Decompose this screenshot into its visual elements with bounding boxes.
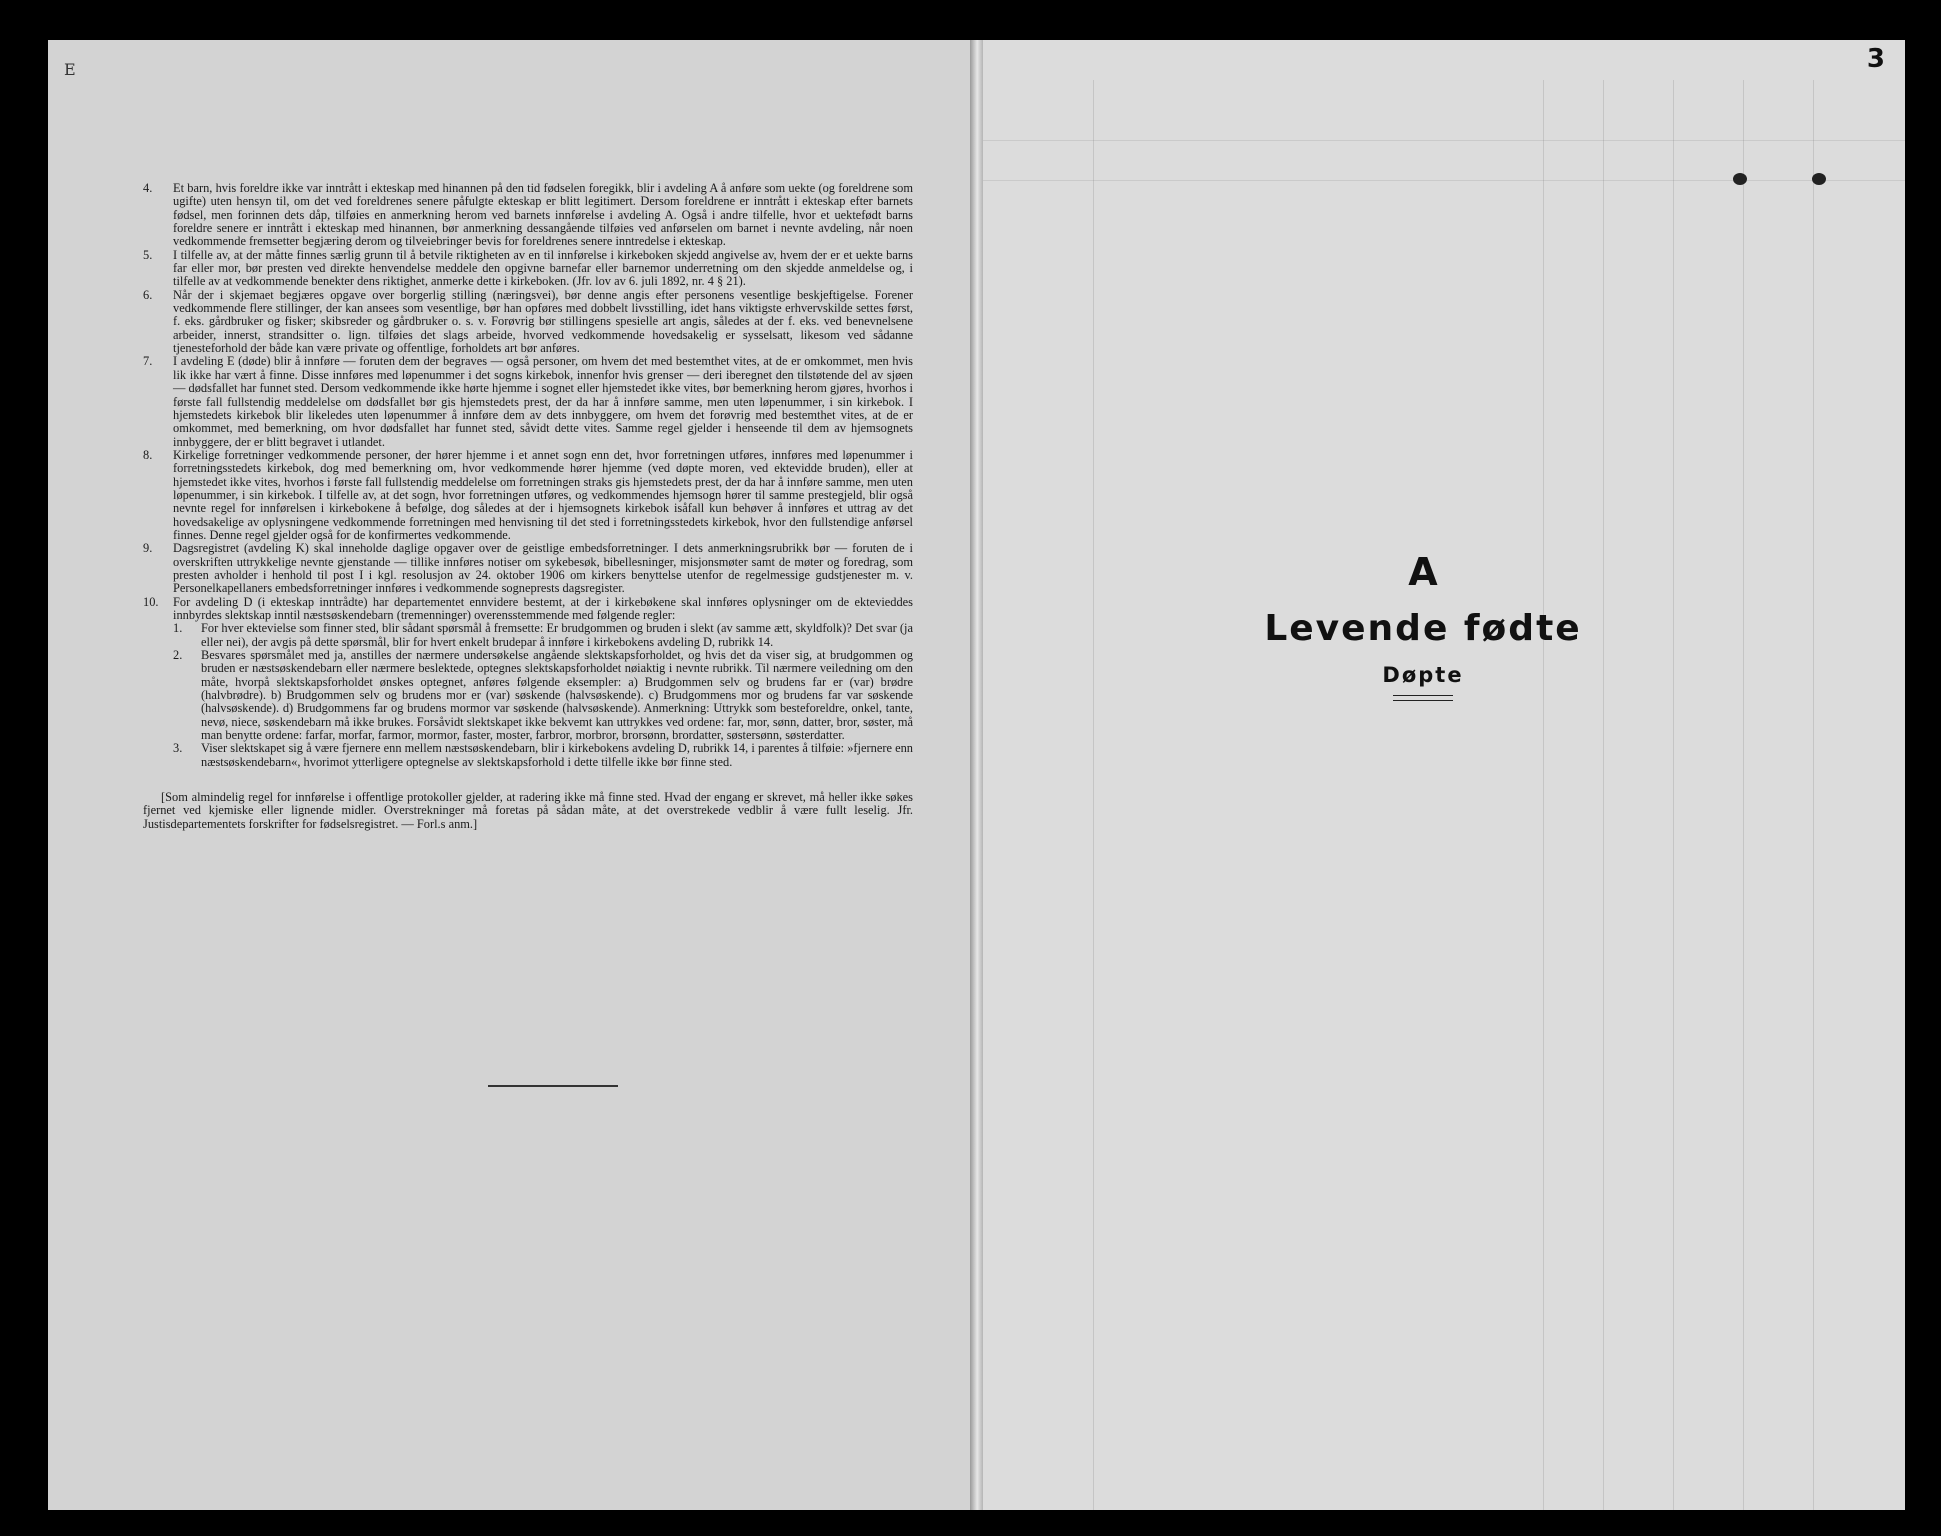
ruling-line xyxy=(1093,80,1094,1510)
ruling-line xyxy=(1603,80,1604,1510)
item-text: I avdeling E (døde) blir å innføre — foruten dem der begraves — også personer, om hvem det med bestemthet vites, at de er omkommet, men hvis lik ikke har vært å finne. Disse innføres med løpenummer i det sogns kirkebok, innenfor hvis grenser — deri iberegnet den tilstøtende del av sjøen — dødsfallet har funnet sted. Dersom vedkommende ikke hørte hjemme i sognet eller hjemstedet ikke vites, bør bemerkning herom gjøres, hvorhos i første fall fullstendig meddelelse om dødsfallet bør gis hjemstedets prest, der da har å innføre samme, men uten løpenummer, i sin kirkebok. I hjemstedets kirkebok blir likeledes uten løpenummer å innføre dem av dets innbyggere, om hvem det forøvrig med bestemthet vites, at de er omkommet, med bemerkning, om hvor dødsfallet har funnet sted, såvidt dette vites. Samme regel gjelder i henseende til dem av hjemsognets innbyggere, der er blitt begravet i utlandet. xyxy=(173,354,913,449)
item-number: 6. xyxy=(143,287,153,302)
section-subtitle: Døpte xyxy=(1382,663,1464,687)
page-number: 3 xyxy=(1866,44,1885,74)
subitem-number: 3. xyxy=(173,741,183,756)
instruction-item xyxy=(143,355,913,448)
item-text: Kirkelige forretninger vedkommende personer, der hører hjemme i et annet sogn enn det, hvor forretningen utføres, innføres med løpenummer i forretningsstedets kirkebok, dog med bemerkning om, hvor vedkommende hører hjemme (ved døpte moren, ved ektevidde bruden), eller at hjemstedet ikke vites, hvorhos i første fall fullstendig meddelelse om forretningen straks gis hjemstedets prest, der da har å innføre samme, men uten løpenummer, i sin kirkebok. I tilfelle av, at det sogn, hvor forretningen utføres, og vedkommendes hjemsogn hører til samme prestegjeld, blir også nevnte regel for innførelsen i kirkebokene å befølge, dog således at der i hjemsognets kirkebok isåfall kun behøver å innføres et uttrag av det hovedsakelige av oplysningene vedkommende forretningen med henvisning til det sted i forretningsstedets kirkebok, hvor den fullstendige anførsel finnes. Denne regel gjelder også for de konfirmertes vedkommende. xyxy=(173,447,913,542)
item-text: Når der i skjemaet begjæres opgave over borgerlig stilling (næringsvei), bør denne angis efter personens vesentlige beskjeftigelse. Forener vedkommende flere stillinger, der kan ansees som vesentlige, bør han opføres med dobbelt livsstilling, idet hans viktigste erhvervskilde settes først, f. eks. gårdbruker og fisker; skibsreder og gårdbruker o. s. v. Forøvrig bør stillingens spesielle art angis, således at der f. eks. ved benevnelsene arbeider, innerst, strandsitter o. lign. tilføies det slags arbeide, hvorved vedkommende hovedsakelig er sysselsatt, likesom ved sådanne tjenesteforhold der både kan være private og offentlige, forholdets art bør anføres. xyxy=(173,287,913,356)
instruction-item xyxy=(143,249,913,289)
section-title: Levende fødte xyxy=(1264,608,1582,649)
title-rule xyxy=(1393,695,1453,701)
ink-blot xyxy=(1812,173,1826,185)
subitem-number: 2. xyxy=(173,648,183,663)
ink-blot xyxy=(1733,173,1747,185)
item-number: 10. xyxy=(143,594,159,609)
ink-blots xyxy=(1733,170,1886,189)
item-number: 9. xyxy=(143,541,153,556)
section-title-block xyxy=(1223,550,1623,701)
instruction-subitem xyxy=(173,742,913,769)
item-text: Dagsregistret (avdeling K) skal inneholde daglige opgaver over de geistlige embedsforretninger. I dets anmerkningsrubrikk bør — foruten de i overskriften uttrykkelige nevnte gjenstande — tillike innføres notiser om sykebesøk, bibellesninger, misjonsmøter samt de møter og foredrag, som presten avholder i henhold til post I i kgl. resolusjon av 24. oktober 1906 om kirkers benyttelse utenfor de regelmessige gudstjenester m. v. Personelkapellaners embedsforretninger innføres i vedkommende sogneprests dagsregister. xyxy=(173,541,913,596)
item-number: 4. xyxy=(143,181,153,195)
item-text: For avdeling D (i ekteskap inntrådte) har departementet ennvidere bestemt, at der i kirkebøkene skal innføres oplysninger om de ektevieddes innbyrdes slektskap inntil næstsøskendebarn (tremenninger) overensstemmende med følgende regler: xyxy=(173,594,913,622)
item-number: 5. xyxy=(143,247,153,262)
instruction-list xyxy=(143,182,913,769)
instruction-subitem xyxy=(173,622,913,649)
ruling-line xyxy=(1543,80,1544,1510)
section-letter: A xyxy=(1408,550,1438,594)
item-number: 7. xyxy=(143,354,153,369)
footnote: [Som almindelig regel for innførelse i offentlige protokoller gjelder, at radering ikke må finne sted. Hvad der engang er skrevet, må heller ikke søkes fjernet ved kjemiske eller lignende midler. Overstrekninger må foretas på sådan måte, at det overstrekede vedblir å være fullt leselig. Jfr. Justisdepartementets forskrifter for fødselsregistret. — Forl.s anm.] xyxy=(143,790,913,831)
subitem-text: Besvares spørsmålet med ja, anstilles der nærmere undersøkelse angående slektskapsforholdet, og hvis det da viser sig, at brudgommen og bruden er næstsøskendebarn eller nærmere beslektede, optegnes slektskapsforholdet nøiaktig i nevnte rubrikk. Til nærmere veiledning om den måte, hvorpå slektskapsforholdet ønskes optegnet, anføres følgende eksempler: a) Brudgommen selv og brudens far er (var) brødre (halvbrødre). b) Brudgommen selv og brudens mor er (var) søskende (halvsøskende). c) Brudgommens mor og brudens far var søskende (halvsøskende). d) Brudgommens far og brudens mormor var søskende (halvsøskende). Anmerkning: Uttrykk som besteforeldre, onkel, tante, nevø, niece, søskendebarn må ikke brukes. Forsåvidt slektskapet ikke bekvemt kan uttrykkes ved ordene: far, mor, sønn, datter, bror, søster, må man benytte ordene: farfar, morfar, farmor, mormor, faster, moster, farbror, morbror, brorsønn, brordatter, søstersønn, søsterdatter. xyxy=(201,648,913,743)
ruling-line xyxy=(983,140,1905,141)
right-page xyxy=(983,40,1905,1510)
ruling-line xyxy=(1673,80,1674,1510)
ruling-line xyxy=(1813,80,1814,1510)
corner-mark: E xyxy=(64,60,76,79)
subitem-number: 1. xyxy=(173,621,183,636)
item-text: I tilfelle av, at der måtte finnes særlig grunn til å betvile riktigheten av en til innførelse i kirkeboken skjedd angivelse av, hvem der er et uekte barns far eller mor, bør presten ved direkte henvendelse meddele den opgivne barnefar eller barnemor underretning om den skjedde anmeldelse og, i tilfelle av at vedkommende benekter dens riktighet, anmerke dette i kirkeboken. (Jfr. lov av 6. juli 1892, nr. 4 § 21). xyxy=(173,247,913,289)
instruction-item xyxy=(143,182,913,249)
ruling-line xyxy=(1743,80,1744,1510)
instruction-item xyxy=(143,596,913,623)
instruction-item xyxy=(143,289,913,356)
subitem-text: For hver ektevielse som finner sted, blir sådant spørsmål å fremsette: Er brudgommen og bruden i slekt (av samme ætt, skyldfolk)? Det svar (ja eller nei), der avgis på dette spørsmål, blir for hvert enkelt brudepar å innføre i kirkebokens avdeling D, rubrikk 14. xyxy=(201,621,913,649)
instruction-item xyxy=(143,449,913,542)
item-number: 8. xyxy=(143,447,153,462)
instructions-text xyxy=(143,182,913,831)
subitem-text: Viser slektskapet sig å være fjernere enn mellem næstsøskendebarn, blir i kirkebokens avdeling D, rubrikk 14, i parentes å tilføie: »fjernere enn næstsøskendebarn«, hvorimot ytterligere optegnelse av slektskapsforhold i dette tilfelle ikke bør finne sted. xyxy=(201,741,913,769)
instruction-item xyxy=(143,542,913,595)
closing-rule xyxy=(488,1085,618,1087)
left-page xyxy=(48,40,976,1510)
item-text: Et barn, hvis foreldre ikke var inntrått i ekteskap med hinannen på den tid fødselen foregikk, blir i avdeling A å anføre som uekte (og foreldrene som ugifte) uten hensyn til, om det ved foreldrenes senere påfulgte ekteskap er blitt legitimert. Dersom foreldrene er inntrått i ekteskap efter barnets fødsel, men forinnen dets dåp, tilføies en anmerkning herom ved barnets innførelse i avdeling A. Også i andre tilfelle, hvor et uektefødt barns foreldre senere er inntrått i ekteskap med hinannen, bør anmerkning dessangående tilføies ved anførselen om barnet i nevnte avdeling, når noen vedkommende fremsetter begjæring derom og tilveiebringer bevis for foreldrenes senere inntredelse i ekteskap. xyxy=(173,181,913,249)
instruction-subitem xyxy=(173,649,913,742)
